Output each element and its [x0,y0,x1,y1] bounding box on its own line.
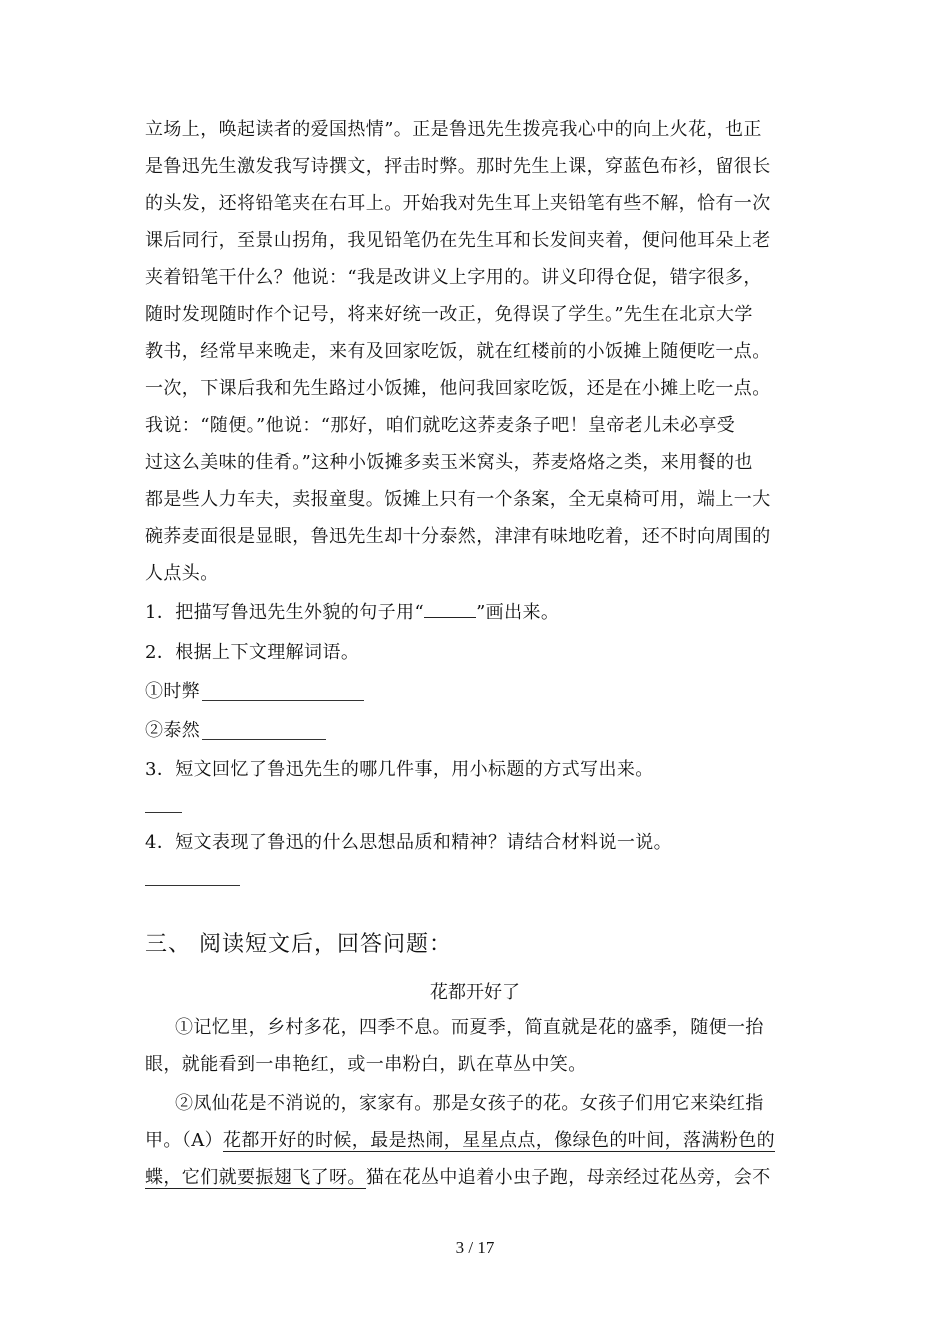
paragraph-prefix: 甲。（A） [145,1130,223,1151]
passage-line: 夹着铅笔干什么？他说：“我是改讲义上字用的。讲义印得仓促，错字很多， [145,267,762,288]
passage-line: 过这么美味的佳肴。”这种小饭摊多卖玉米窝头，荞麦烙烙之类，来用餐的也 [145,452,753,473]
blank-underline [424,605,476,618]
passage-line: 我说：“随便。”他说：“那好，咱们就吃这荞麦条子吧！皇帝老儿未必享受 [145,415,736,436]
article-paragraph-line: ②凤仙花是不消说的，家家有。那是女孩子的花。女孩子们用它来染红指 [175,1093,764,1114]
question-1-text: 1．把描写鲁迅先生外貌的句子用“ [145,602,425,623]
article-paragraph-line [145,1163,771,1193]
paragraph-text: 猫在花丛中追着小虫子跑，母亲经过花丛旁，会不 [365,1167,771,1188]
article-paragraph-line: ①记忆里，乡村多花，四季不息。而夏季，简直就是花的盛季，随便一抬 [175,1017,764,1038]
passage-line: 随时发现随时作个记号，将来好统一改正，免得误了学生。”先生在北京大学 [145,304,753,325]
passage-line: 人点头。 [145,563,219,584]
section-heading: 三、 阅读短文后，回答问题： [145,932,452,957]
passage-line: 教书，经常早来晚走，来有及回家吃饭，就在红楼前的小饭摊上随便吃一点。 [145,341,771,362]
article-paragraph-line: 眼，就能看到一串艳红，或一串粉白，趴在草丛中笑。 [145,1054,587,1075]
underlined-sentence: 花都开好的时候，最是热闹，星星点点，像绿色的叶间，落满粉色的 [223,1130,775,1151]
article-paragraph-line [145,1126,775,1156]
question-1-text-end: ”画出来。 [476,602,560,623]
answer-blank[interactable] [202,739,326,740]
passage-line: 都是些人力车夫，卖报童叟。饭摊上只有一个条案，全无桌椅可用，端上一大 [145,489,771,510]
underlined-sentence: 蝶，它们就要振翅飞了呀。 [145,1167,366,1188]
question-3: 3．短文回忆了鲁迅先生的哪几件事，用小标题的方式写出来。 [145,759,654,780]
question-1 [145,598,559,628]
page-number: 3 / 17 [455,1238,495,1257]
question-2a [145,677,200,707]
passage-line: 课后同行，至景山拐角，我见铅笔仍在先生耳和长发间夹着，便问他耳朵上老 [145,230,771,251]
term-label: ①时弊 [145,681,201,702]
term-label: ②泰然 [145,720,201,741]
article-title: 花都开好了 [430,982,520,1003]
passage-line: 碗荞麦面很是显眼，鲁迅先生却十分泰然，津津有味地吃着，还不时向周围的 [145,526,771,547]
question-4: 4．短文表现了鲁迅的什么思想品质和精神？请结合材料说一说。 [145,832,673,853]
question-2: 2．根据上下文理解词语。 [145,642,360,663]
answer-blank[interactable] [145,812,182,813]
answer-blank[interactable] [145,885,240,886]
passage-line: 是鲁迅先生激发我写诗撰文，抨击时弊。那时先生上课，穿蓝色布衫，留很长 [145,156,771,177]
passage-line: 立场上，唤起读者的爱国热情”。正是鲁迅先生拨亮我心中的向上火花，也正 [145,119,762,140]
answer-blank[interactable] [202,700,364,701]
question-2b [145,716,200,746]
passage-line: 一次，下课后我和先生路过小饭摊，他问我回家吃饭，还是在小摊上吃一点。 [145,378,771,399]
passage-line: 的头发，还将铅笔夹在右耳上。开始我对先生耳上夹铅笔有些不解，恰有一次 [145,193,771,214]
